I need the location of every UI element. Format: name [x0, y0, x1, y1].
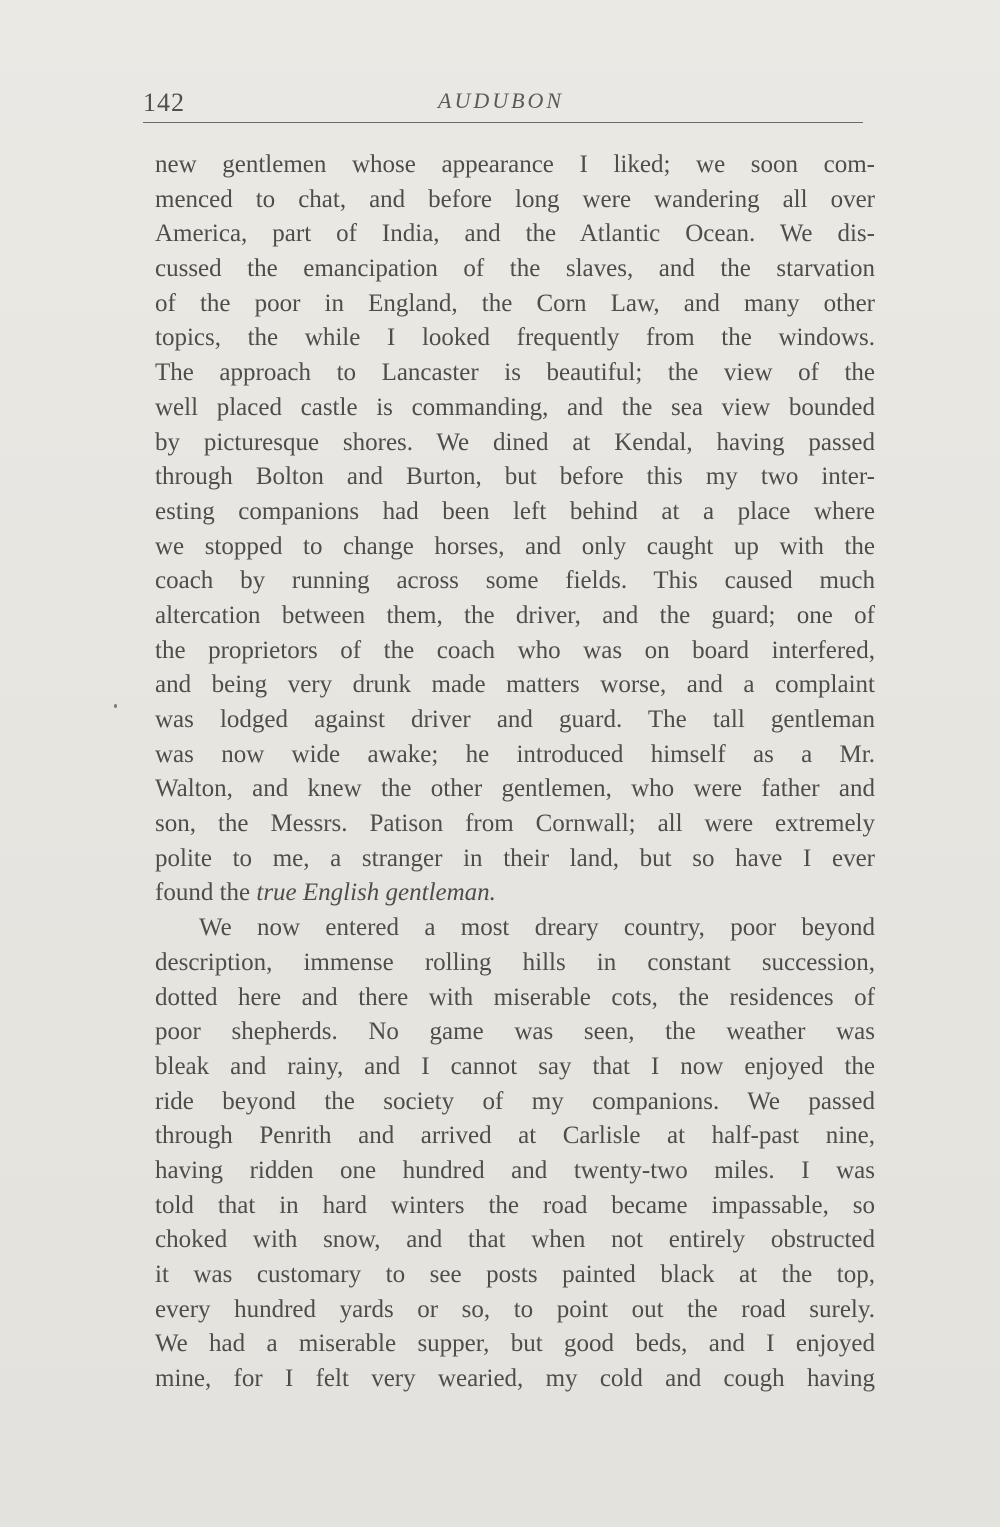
text-line: new gentlemen whose appearance I liked; we soon com-	[155, 151, 875, 178]
text-line: and being very drunk made matters worse, and a complaint	[155, 671, 875, 699]
text-line: choked with snow, and that when not entirely obstructed	[155, 1226, 875, 1254]
text-line-last	[155, 876, 875, 911]
text-line: bleak and rainy, and I cannot say that I now enjoyed the	[155, 1052, 875, 1080]
text-line: through Penrith and arrived at Carlisle at half-past nine,	[155, 1122, 875, 1150]
text-line: son, the Messrs. Patison from Cornwall; all were extremely	[155, 810, 875, 838]
text-line: we stopped to change horses, and only caught up with the	[155, 532, 875, 560]
page-number: 142	[143, 88, 185, 117]
text-line-prefix: found the	[155, 879, 257, 907]
text-line: through Bolton and Burton, but before this my two inter-	[155, 463, 875, 491]
text-line: description, immense rolling hills in constant succession,	[155, 948, 875, 976]
running-title: AUDUBON	[438, 88, 565, 113]
text-line: Walton, and knew the other gentlemen, who were father and	[155, 775, 875, 803]
text-line: dotted here and there with miserable cots, the residences of	[155, 983, 875, 1011]
text-line: having ridden one hundred and twenty-two miles. I was	[155, 1156, 875, 1184]
text-line: poor shepherds. No game was seen, the weather was	[155, 1018, 875, 1046]
text-line: told that in hard winters the road became impassable, so	[155, 1191, 875, 1219]
text-line: coach by running across some fields. This caused much	[155, 567, 875, 595]
text-line: cussed the emancipation of the slaves, and the starvation	[155, 255, 875, 283]
text-line: it was customary to see posts painted black at the top,	[155, 1261, 875, 1288]
text-line: The approach to Lancaster is beautiful; the view of the	[155, 359, 875, 387]
text-line: by picturesque shores. We dined at Kendal, having passed	[155, 428, 875, 456]
text-line: altercation between them, the driver, and the guard; one of	[155, 601, 875, 629]
text-line: was lodged against driver and guard. The tall gentleman	[155, 706, 875, 733]
italic-phrase: true English gentleman.	[256, 879, 496, 907]
text-line: polite to me, a stranger in their land, but so have I ever	[155, 844, 875, 872]
paper-speck	[114, 704, 117, 708]
running-head	[143, 88, 863, 122]
text-line: esting companions had been left behind at a place where	[155, 497, 875, 525]
text-line: America, part of India, and the Atlantic Ocean. We dis-	[155, 220, 875, 248]
text-line: was now wide awake; he introduced himself as a Mr.	[155, 740, 875, 768]
text-line: We had a miserable supper, but good beds, and I enjoyed	[155, 1330, 875, 1358]
paragraph-start-line: We now entered a most dreary country, poor beyond	[199, 914, 875, 942]
text-line: every hundred yards or so, to point out the road surely.	[155, 1295, 875, 1323]
text-line: menced to chat, and before long were wandering all over	[155, 185, 875, 213]
body-text	[155, 148, 875, 1397]
text-line: mine, for I felt very wearied, my cold and cough having	[155, 1365, 875, 1393]
header-rule	[143, 122, 863, 123]
text-line: topics, the while I looked frequently from the windows.	[155, 324, 875, 352]
text-line: of the poor in England, the Corn Law, and many other	[155, 289, 875, 317]
text-line: the proprietors of the coach who was on board interfered,	[155, 636, 875, 664]
text-line: ride beyond the society of my companions. We passed	[155, 1087, 875, 1115]
text-line: well placed castle is commanding, and the sea view bounded	[155, 393, 875, 421]
